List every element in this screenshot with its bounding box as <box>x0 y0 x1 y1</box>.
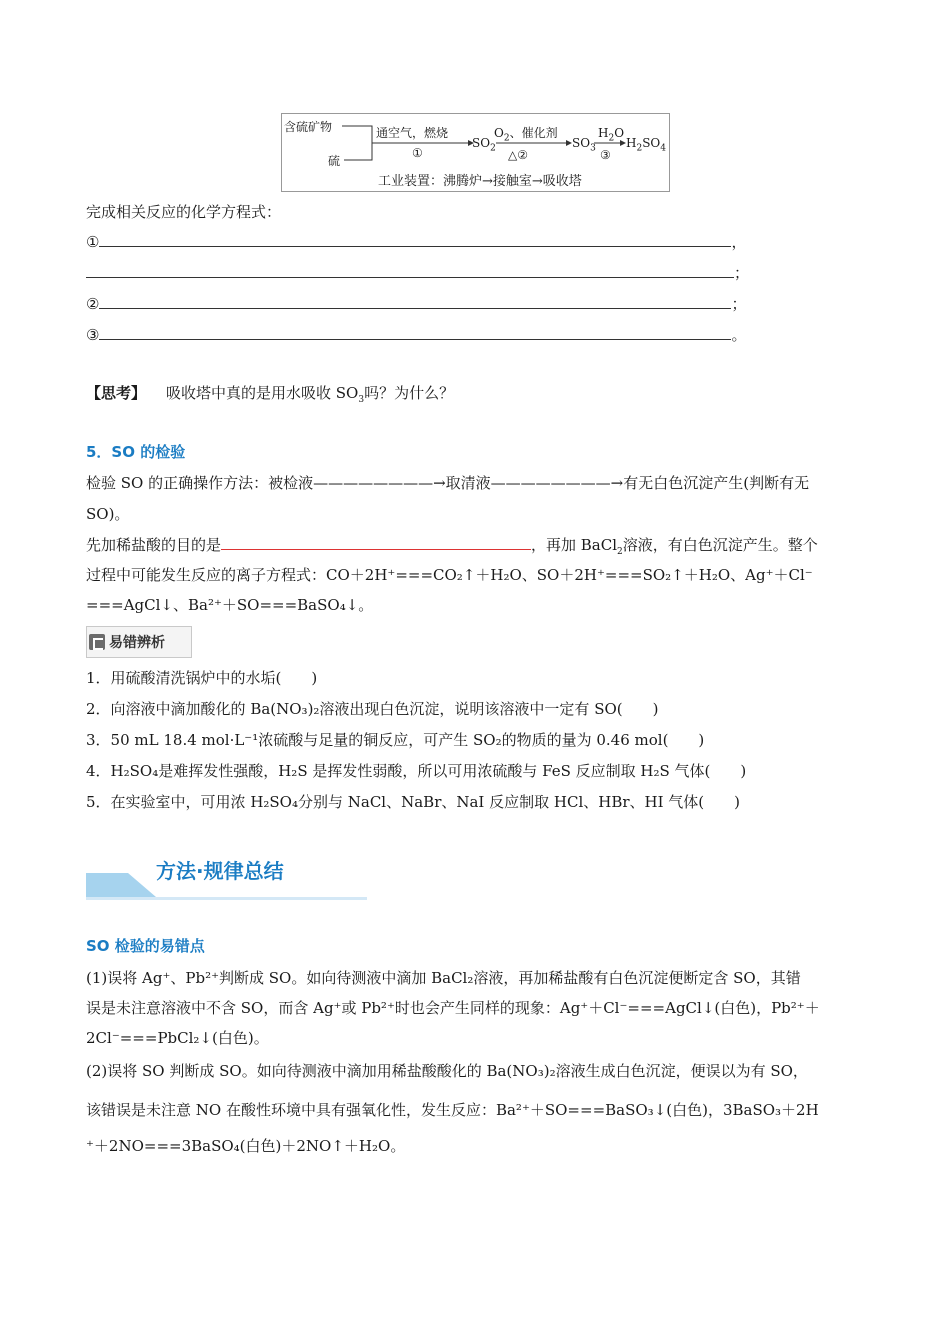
flow-equipment: 工业装置：沸腾炉→接触室→吸收塔 <box>378 174 582 189</box>
blank-line-2: ； <box>86 263 749 283</box>
sec5-line-5: ===AgCl↓、Ba²⁺＋SO===BaSO₄↓。 <box>86 596 374 614</box>
error-item-2: 2．向溶液中滴加酸化的 Ba(NO₃)₂溶液出现白色沉淀，说明该溶液中一定有 SO( ) <box>86 700 659 718</box>
flow-so3: $SO_3$ <box>572 136 596 154</box>
summary-line-1: (1)误将 Ag⁺、Pb²⁺判断成 SO。如向待测液中滴加 BaCl₂溶液，再加稀盐酸有白色沉淀便断定含 SO，其错 <box>86 969 801 987</box>
intro-text: 完成相关反应的化学方程式： <box>86 203 282 221</box>
summary-line-2: 误是未注意溶液中不含 SO，而含 Ag⁺或 Pb²⁺时也会产生同样的现象：Ag⁺＋Cl⁻===AgCl↓(白色)，Pb²⁺＋ <box>86 999 820 1017</box>
error-item-4: 4．H₂SO₄是难挥发性强酸，H₂S 是挥发性弱酸，所以可用浓硫酸与 FeS 反应制取 H₂S 气体( ) <box>86 762 747 780</box>
flow-step3: ③ <box>600 148 611 162</box>
sec5-line-3: 先加稀盐酸的目的是 ，再加 BaCl$_2$溶液，有白色沉淀产生。整个 <box>86 536 818 557</box>
flow-step2: △② <box>508 148 528 162</box>
flow-h2o: $H_2O$ <box>598 126 625 144</box>
flow-h2so4: $H_2SO_4$ <box>626 136 666 154</box>
think-tag: 【思考】 <box>86 384 147 402</box>
sec5-line-2: SO)。 <box>86 505 130 523</box>
flow-sulfur: 硫 <box>328 154 341 168</box>
summary-line-5: 该错误是未注意 NO 在酸性环境中具有强氧化性，发生反应：Ba²⁺＋SO===BaSO₃↓(白色)，3BaSO₃＋2H <box>86 1101 819 1119</box>
flow-step1-num: ① <box>412 146 423 160</box>
section-5-heading: 5．SO 的检验 <box>86 443 186 461</box>
sec5-line-4: 过程中可能发生反应的离子方程式：CO＋2H⁺===CO₂↑＋H₂O、SO＋2H⁺===SO₂↑＋H₂O、Ag⁺＋Cl⁻ <box>86 566 813 584</box>
summary-line-4: (2)误将 SO 判断成 SO。如向待测液中滴加用稀盐酸酸化的 Ba(NO₃)₂溶液生成白色沉淀，便误以为有 SO， <box>86 1062 808 1080</box>
blank-line-1: ① ， <box>86 233 747 251</box>
flow-step1: 通空气，燃烧 <box>376 126 449 140</box>
summary-heading: SO 检验的易错点 <box>86 937 205 955</box>
flow-mineral: 含硫矿物 <box>284 120 333 134</box>
summary-line-3: 2Cl⁻===PbCl₂↓(白色)。 <box>86 1029 269 1047</box>
summary-line-6: ⁺＋2NO===3BaSO₄(白色)＋2NO↑＋H₂O。 <box>86 1137 406 1155</box>
banner-shape <box>86 873 156 897</box>
error-analysis-badge: 易错辨析 <box>86 626 192 658</box>
error-badge-icon <box>89 634 105 650</box>
process-flow-diagram <box>281 113 670 192</box>
error-item-5: 5．在实验室中，可用浓 H₂SO₄分别与 NaCl、NaBr、NaI 反应制取 HCl、HBr、HI 气体( ) <box>86 793 741 811</box>
banner-rule <box>86 897 367 900</box>
error-item-3: 3．50 mL 18.4 mol·L⁻¹浓硫酸与足量的铜反应，可产生 SO₂的物质的量为 0.46 mol( ) <box>86 731 705 749</box>
think-question: 【思考】 吸收塔中真的是用水吸收 $SO_3$吗？为什么？ <box>86 384 455 405</box>
banner-title: 方法·规律总结 <box>156 859 284 883</box>
error-item-1: 1．用硫酸清洗锅炉中的水垢( ) <box>86 669 318 687</box>
flow-so2: $SO_2$ <box>472 136 496 154</box>
blank-line-3: ② ； <box>86 295 747 313</box>
flow-o2-catalyst: $O_2$、催化剂 <box>494 126 558 144</box>
blank-line-4: ③ 。 <box>86 326 747 344</box>
sec5-line-1: 检验 SO 的正确操作方法：被检液————————→取清液————————→有无白色沉淀产生(判断有无 <box>86 474 810 492</box>
